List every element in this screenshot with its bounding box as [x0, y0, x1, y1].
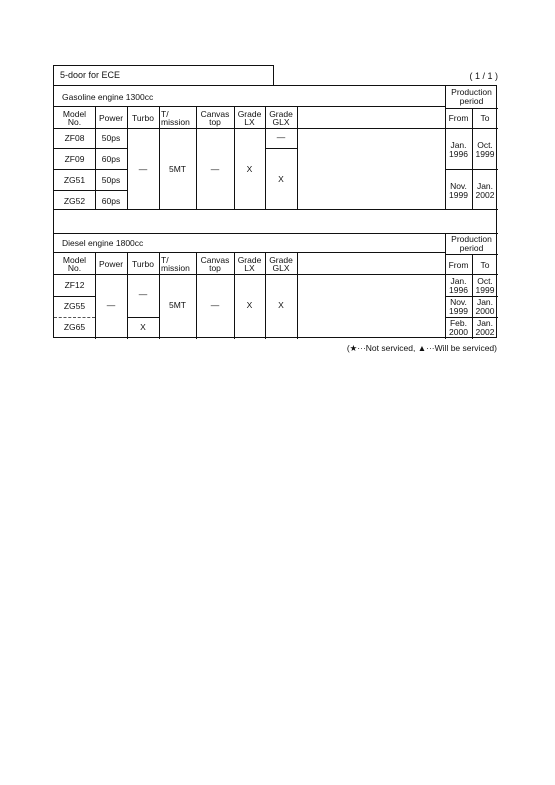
diesel-section-title: Diesel engine 1800cc [62, 238, 144, 248]
page-number: ( 1 / 1 ) [469, 71, 498, 81]
header-grade-glx: Grade GLX [269, 255, 293, 273]
header-model-no: Model No. [62, 255, 87, 273]
diesel-period-3-to: Jan. 2002 [475, 318, 495, 337]
diesel-turbo-bottom-value: X [140, 322, 146, 332]
header-canvas-top: Canvas top [200, 109, 230, 127]
header-transmission: T/ mission [161, 255, 190, 273]
gasoline-section-title: Gasoline engine 1300cc [62, 92, 154, 102]
diesel-canvas-value: — [210, 300, 220, 310]
gasoline-period-2-from: Nov. 1999 [449, 181, 468, 200]
diesel-period-3-from: Feb. 2000 [449, 318, 468, 337]
diesel-period-1-from: Jan. 1996 [449, 276, 468, 295]
gasoline-canvas-value: — [210, 164, 220, 174]
diesel-production-period-header: Production period [451, 234, 492, 253]
header-grade-glx: Grade GLX [269, 109, 293, 127]
gasoline-period-2-to: Jan. 2002 [475, 181, 495, 200]
legend-note: (★···Not serviced, ▲···Will be serviced) [346, 343, 497, 353]
diesel-power-value: — [106, 300, 116, 310]
gasoline-period-1-from: Jan. 1996 [449, 140, 468, 159]
gasoline-glx-bottom-value: X [278, 174, 284, 184]
header-turbo: Turbo [132, 259, 154, 269]
gasoline-transmission-value: 5MT [169, 164, 186, 174]
document-title: 5-door for ECE [53, 65, 274, 85]
gasoline-glx-top-value: — [276, 132, 286, 142]
gasoline-lx-value: X [246, 164, 253, 174]
header-to: To [480, 113, 490, 123]
table-row: ZG65 [63, 322, 86, 332]
diesel-period-2-to: Jan. 2000 [475, 297, 495, 316]
header-from: From [448, 260, 469, 270]
table-row: ZF08 [64, 133, 85, 143]
table-row: ZF09 [64, 154, 85, 164]
header-transmission: T/ mission [161, 109, 190, 127]
diesel-lx-value: X [246, 300, 253, 310]
header-from: From [448, 113, 469, 123]
header-power: Power [98, 113, 124, 123]
diesel-turbo-top-value: — [138, 289, 148, 299]
header-to: To [480, 260, 490, 270]
table-row: ZG55 [63, 301, 86, 311]
header-model-no: Model No. [62, 109, 87, 127]
model-table: Gasoline engine 1300cc Production period Model No. Power Turbo T/ mission Canvas top Grade LX Grade GLX From To ZF08 50ps ZF09 60ps ZG51 50ps ZG52 60ps — 5MT — X — X Jan. 1996 Oct. 1999 Nov. 1999 Jan. 2002 Diesel engine 1800cc Production period Model No. Power Turbo T/ mission Canvas top Grade LX Grade GLX From To ZF12 ZG55 ZG65 — — X 5MT — X X Jan. 1996 Oct. 1999 Nov. 1999 Jan. 2000 Feb. 2000 Jan. 2002 [53, 85, 497, 338]
table-row: ZG52 [63, 196, 86, 206]
diesel-period-1-to: Oct. 1999 [475, 276, 495, 295]
header-power: Power [98, 259, 124, 269]
header-turbo: Turbo [132, 113, 154, 123]
gasoline-period-1-to: Oct. 1999 [475, 140, 495, 159]
header-canvas-top: Canvas top [200, 255, 230, 273]
table-row: ZF12 [64, 280, 85, 290]
header-grade-lx: Grade LX [237, 255, 262, 273]
table-row: ZG51 [63, 175, 86, 185]
diesel-glx-value: X [278, 300, 284, 310]
header-grade-lx: Grade LX [237, 109, 262, 127]
diesel-period-2-from: Nov. 1999 [449, 297, 468, 316]
diesel-transmission-value: 5MT [169, 300, 186, 310]
gasoline-production-period-header: Production period [451, 87, 492, 106]
gasoline-turbo-value: — [138, 164, 148, 174]
